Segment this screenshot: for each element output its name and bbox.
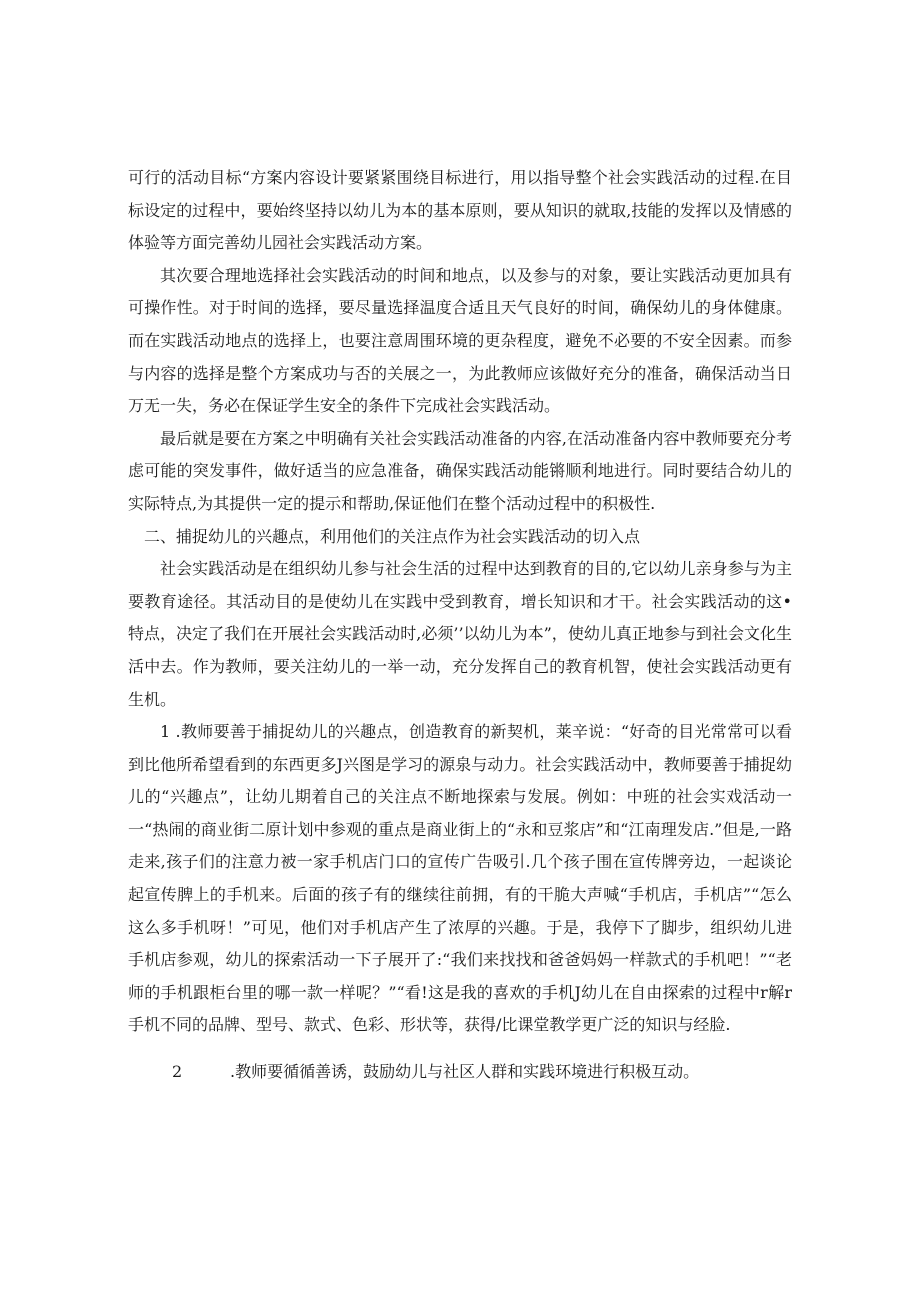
paragraph-time-place: 其次要合理地选择社会实践活动的时间和地点，以及参与的对象，要让实践活动更加具有可操作性。对于时间的选择，要尽量选择温度合适且天气良好的时间，确保幼儿的身体健康。而在实践活动地点的选择上，也要注意周围环境的更杂程度，避免不必要的不安全因素。而参与内容的选择是整个方案成功与否的关展之一，为此教师应该做好充分的准备，确保活动当日万无一失，务必在保证学生安全的条件下完成社会实践活动。 <box>128 265 792 416</box>
paragraph-goals: 可行的活动目标“方案内容设计要紧紧围绕目标进行，用以指导整个社会实践活动的过程.在目标设定的过程中，要始终坚持以幼儿为本的基本原则，要从知识的就取,技能的发挥以及情感的体验等方面完善幼儿园社会实践活动方案。 <box>128 168 792 253</box>
item-2-text: .教师要循循善诱，鼓励幼儿与社区人群和实践环境进行积极互动。 <box>230 1062 700 1082</box>
document-body <box>128 162 792 1089</box>
paragraph-social-practice: 社会实践活动是在组织幼儿参与社会生活的过程中达到教育的目的,它以幼儿亲身参与为主要教育途径。其活动目的是使幼儿在实践中受到教育，增长知识和才干。社会实践活动的这•特点，决定了我们在开展社会实践活动时,必须’’以幼儿为本”，使幼儿真正地参与到社会文化生活中去。作为教师，要关注幼儿的一举一动，充分发挥自己的教育机智，使社会实践活动更有生机。 <box>128 559 792 709</box>
item-2-number: 2 <box>172 1062 183 1082</box>
paragraph-item-2 <box>128 1056 792 1089</box>
section-heading: 二、捕捉幼儿的兴趣点，利用他们的关注点作为社会实践活动的切入点 <box>144 526 641 546</box>
paragraph-preparation: 最后就是要在方案之中明确有关社会实践活动准备的内容,在活动准备内容中教师要充分考虑可能的突发事件，做好适当的应急准备，确保实践活动能锵顺利地进行。同时要结合幼儿的实际特点,为其提供一定的提示和帮助,保证他们在整个活动过程中的积极性. <box>128 428 792 513</box>
paragraph-item-1: 1 .教师要善于捕捉幼儿的兴趣点，创造教育的新契机，莱辛说：“好奇的目光常常可以看到比他所希望看到的东西更多J兴图是学习的源泉与动力。社会实践活动中，教师要善于捕捉幼儿的“兴趣点”，让幼儿期着自己的关注点不断地探索与发展。例如：中班的社会实戏活动一一“热闹的商业街二原计划中参观的重点是商业街上的“永和豆浆店”和“江南理发店.”但是,一路走来,孩子们的注意力被一家手机店门口的宣传广告吸引.几个孩子围在宣传牌旁边，一起谈论起宣传脾上的手机来。后面的孩子有的继续往前拥，有的干脆大声喊“手机店，手机店”“怎么这么多手机呀！”可见，他们对手机店产生了浓厚的兴趣。于是，我停下了脚步，组织幼儿进手机店参观，幼儿的探索活动一下子展开了:“我们来找找和爸爸妈妈一样款式的手机吧！”“老师的手机跟柜台里的哪一款一样呢？”“看!这是我的喜欢的手机J幼儿在自由探索的过程中r解r手机不同的品牌、型号、款式、色彩、形状等，获得/比课堂教学更广泛的知识与经脸. <box>128 722 792 1035</box>
